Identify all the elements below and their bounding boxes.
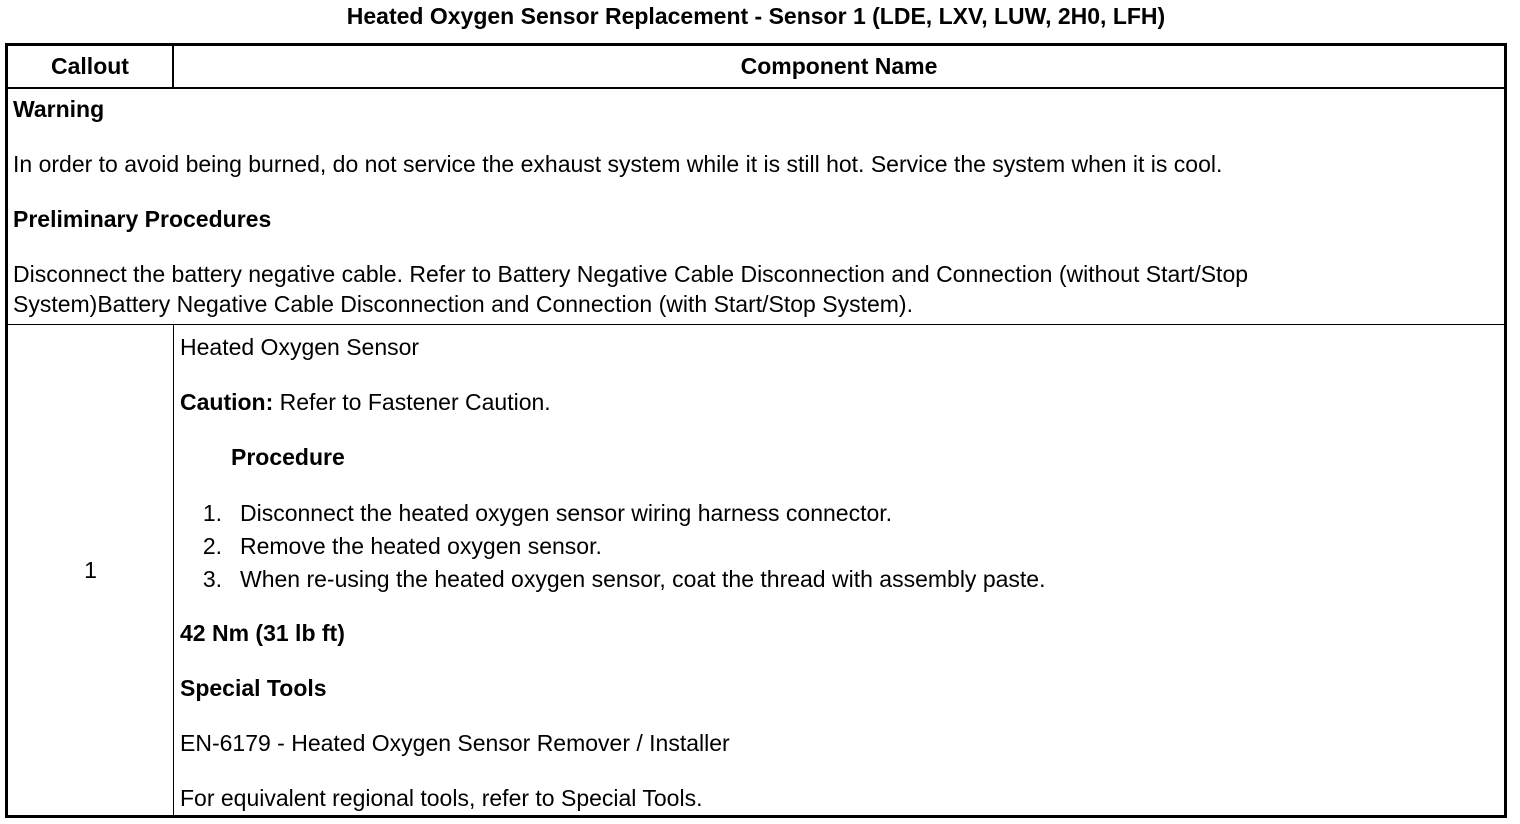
- special-tools-note: For equivalent regional tools, refer to Special Tools.: [180, 785, 703, 811]
- preliminary-procedures-heading: Preliminary Procedures: [13, 206, 272, 232]
- special-tools-heading: Special Tools: [180, 675, 327, 701]
- component-table: [5, 43, 1507, 818]
- step-text: Remove the heated oxygen sensor.: [240, 533, 602, 559]
- callout-cell: [8, 325, 174, 815]
- caution-label: Caution:: [180, 389, 274, 415]
- preliminary-section: [8, 89, 1504, 325]
- step-number: 3.: [202, 566, 222, 592]
- procedure-step: [190, 563, 1045, 596]
- callout-column-header: Callout: [8, 46, 174, 87]
- procedure-heading: Procedure: [231, 444, 345, 470]
- warning-text: In order to avoid being burned, do not service the exhaust system while it is still hot. Service the system when it is cool.: [13, 151, 1223, 177]
- step-number: 2.: [202, 533, 222, 559]
- component-name: Heated Oxygen Sensor: [180, 334, 420, 360]
- caution-text: Refer to Fastener Caution.: [273, 389, 551, 415]
- step-text: Disconnect the heated oxygen sensor wiring harness connector.: [240, 500, 893, 526]
- procedure-step: [190, 530, 602, 563]
- preliminary-procedures-text-line-1: Disconnect the battery negative cable. Refer to Battery Negative Cable Disconnection and Connection (without Start/Stop: [13, 261, 1249, 287]
- preliminary-procedures-text-line-2: System)Battery Negative Cable Disconnection and Connection (with Start/Stop System).: [13, 291, 913, 317]
- component-cell: [174, 325, 1504, 815]
- procedure-step: [190, 497, 892, 530]
- torque-spec: 42 Nm (31 lb ft): [180, 620, 345, 646]
- step-text: When re-using the heated oxygen sensor, coat the thread with assembly paste.: [240, 566, 1046, 592]
- special-tool-item: EN-6179 - Heated Oxygen Sensor Remover / Installer: [180, 730, 730, 756]
- page-title: Heated Oxygen Sensor Replacement - Sensor 1 (LDE, LXV, LUW, 2H0, LFH): [346, 3, 1166, 29]
- callout-number: 1: [84, 557, 97, 583]
- step-number: 1.: [202, 500, 222, 526]
- component-name-column-header: Component Name: [740, 53, 938, 79]
- table-header-row: [8, 46, 1504, 89]
- warning-heading: Warning: [13, 96, 105, 122]
- caution-line: [180, 387, 551, 417]
